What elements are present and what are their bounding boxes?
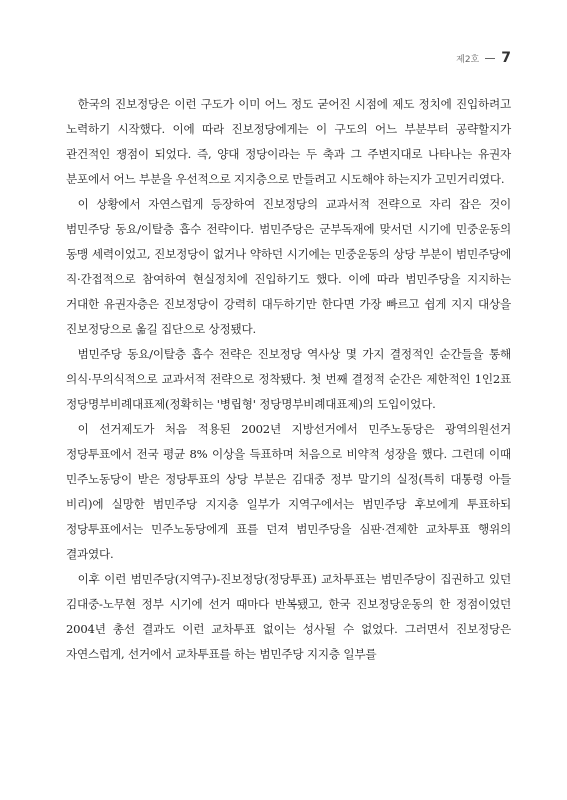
page-number: 7	[501, 50, 511, 66]
paragraph-1: 한국의 진보정당은 이런 구도가 이미 어느 정도 굳어진 시점에 제도 정치에 진입하려고 노력하기 시작했다. 이에 따라 진보정당에게는 이 구도의 어느 부분부터 공략할지가 관건적인 쟁점이 되었다. 즉, 양대 정당이라는 두 축과 그 주변지대로 나타나는 유권자 분포에서 어느 부분을 우선적으로 지지층으로 만들려고 시도해야 하는지가 고민거리였다.	[66, 97, 511, 186]
paragraph-4: 이 선거제도가 처음 적용된 2002년 지방선거에서 민주노동당은 광역의원선거 정당투표에서 전국 평균 8% 이상을 득표하며 처음으로 비약적 성장을 했다. 그런데 이때 민주노동당이 받은 정당투표의 상당 부분은 김대중 정부 말기의 실정(특히 대통령 아들 비리)에 실망한 범민주당 지지층 일부가 지역구에서는 범민주당 후보에게 투표하되 정당투표에서는 민주노동당에게 표를 던져 범민주당을 심판·견제한 교차투표 행위의 결과였다.	[66, 422, 511, 561]
paragraph-5: 이후 이런 범민주당(지역구)-진보정당(정당투표) 교차투표는 범민주당이 집권하고 있던 김대중-노무현 정부 시기에 선거 때마다 반복됐고, 한국 진보정당운동의 한 정점이었던 2004년 총선 결과도 이런 교차투표 없이는 성사될 수 없었다. 그러면서 진보정당은 자연스럽게, 선거에서 교차투표를 하는 범민주당 지지층 일부를	[66, 572, 511, 661]
paragraph-2: 이 상황에서 자연스럽게 등장하여 진보정당의 교과서적 전략으로 자리 잡은 것이 범민주당 동요/이탈층 흡수 전략이다. 범민주당은 군부독재에 맞서던 시기에 민중운동의 동맹 세력이었고, 진보정당이 없거나 약하던 시기에는 민중운동의 상당 부분이 범민주당에 직·간접적으로 참여하여 현실정치에 진입하기도 했다. 이에 따라 범민주당을 지지하는 거대한 유권자층은 진보정당이 강력히 대두하기만 한다면 가장 빠르고 쉽게 지지 대상을 진보정당으로 옮길 집단으로 상정됐다.	[66, 197, 511, 336]
body-text	[66, 92, 511, 667]
chapter-label: 제2호	[456, 55, 480, 65]
page-header	[456, 50, 511, 66]
paragraph-3: 범민주당 동요/이탈층 흡수 전략은 진보정당 역사상 몇 가지 결정적인 순간들을 통해 의식·무의식적으로 교과서적 전략으로 정착됐다. 첫 번째 결정적 순간은 제한적인 1인2표 정당명부비례대표제(정확히는 '병립형' 정당명부비례대표제)의 도입이었다.	[66, 347, 511, 411]
header-divider	[485, 58, 495, 59]
